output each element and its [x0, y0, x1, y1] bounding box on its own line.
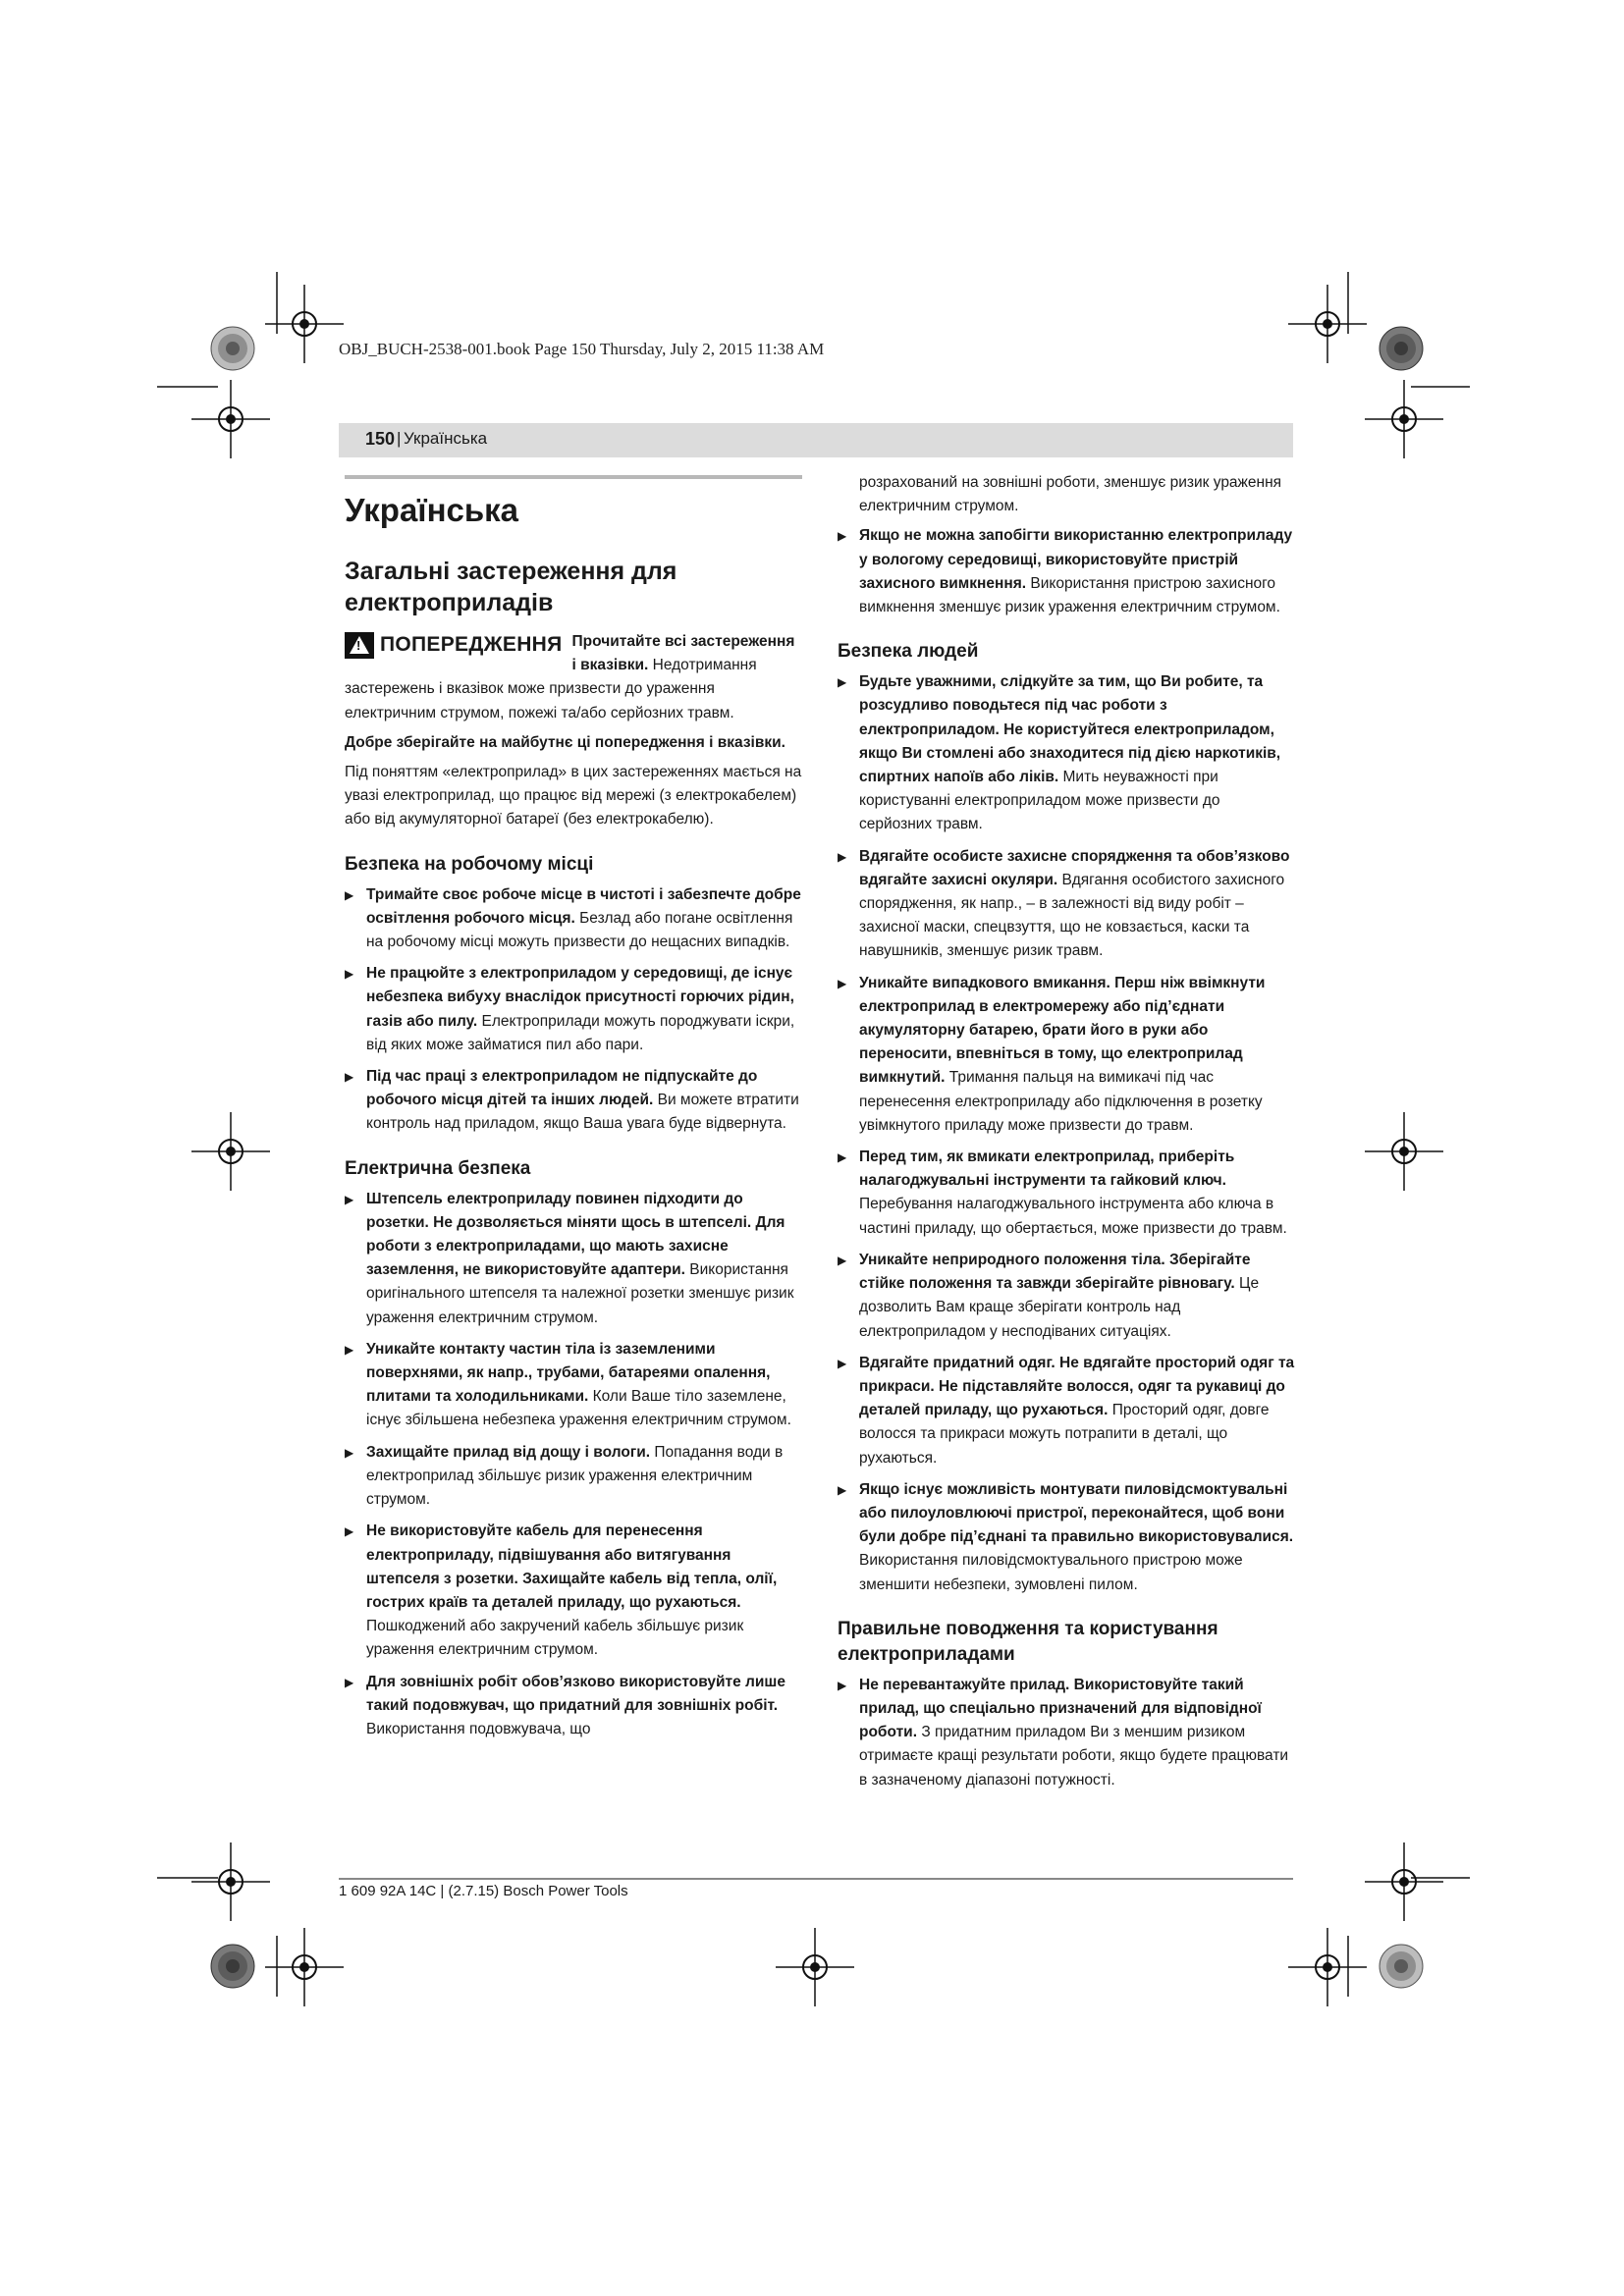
- color-wheel-top-right: [1377, 324, 1426, 373]
- list-item: [838, 972, 1295, 1138]
- left-column: [345, 471, 802, 1749]
- item-text: З придатним приладом Ви з меншим ризиком отримаєте кращі результати роботи, якщо будете працювати в зазначеному діапазоні потужності.: [859, 1724, 1289, 1789]
- item-text: Перебування налагоджувального інструмента або ключа в частині приладу, що обертається, може призвести до травм.: [859, 1196, 1287, 1237]
- footer: 1 609 92A 14C | (2.7.15) Bosch Power Tools: [339, 1883, 628, 1899]
- electrical-list: [345, 1188, 802, 1741]
- list-item: [345, 1520, 802, 1662]
- item-bold: Якщо існує можливість монтувати пиловідсмоктувальні або пилоуловлюючі пристрої, переконайтеся, щоб вони були добре під’єднані та правильно використовувалися.: [859, 1480, 1294, 1546]
- section-title: Загальні застереження для електроприладів: [345, 558, 677, 616]
- list-item: [838, 845, 1295, 964]
- warning-block: [345, 630, 802, 725]
- electrical-heading: Електрична безпека: [345, 1157, 531, 1179]
- item-text: Попадання води в електроприлад збільшує ризик ураження електричним струмом.: [366, 1443, 784, 1509]
- item-bold: Будьте уважними, слідкуйте за тим, що Ви робите, та розсудливо поводьтеся під час роботи з електроприладом. Не користуйтеся електроприладом, якщо Ви стомлені або знаходитеся під дією наркотиків, спиртних напоїв або ліків.: [859, 673, 1281, 786]
- header-language: Українська: [404, 429, 488, 448]
- handling-list: [838, 1674, 1295, 1792]
- item-text: Тримання пальця на вимикачі під час перенесення електроприладу або підключення в розетку увімкнутого приладу може призвести до травм.: [859, 1069, 1263, 1134]
- item-bold: Не працюйте з електроприладом у середовищі, де існує небезпека вибуху внаслідок присутності горючих рідин, газів або пилу.: [366, 965, 794, 1030]
- item-bold: Уникайте випадкового вмикання. Перш ніж ввімкнути електроприлад в електромережу або під’єднати акумуляторну батарею, брати його в руки або переносити, впевніться в тому, що електроприлад вимкнутий.: [859, 974, 1266, 1087]
- item-text: Електроприлади можуть породжувати іскри, від яких може займатися пил або пари.: [366, 1012, 795, 1053]
- list-item: [345, 1338, 802, 1433]
- item-bold: Не перевантажуйте прилад. Використовуйте такий прилад, що спеціально призначений для відповідної роботи.: [859, 1676, 1262, 1741]
- item-text: Використання подовжувача, що: [366, 1720, 591, 1737]
- item-text: Використання оригінального штепселя та належної розетки зменшує ризик ураження електричним струмом.: [366, 1261, 794, 1326]
- continuation-text: розрахований на зовнішні роботи, зменшує ризик ураження електричним струмом.: [859, 474, 1282, 515]
- item-bold: Штепсель електроприладу повинен підходити до розетки. Не дозволяється міняти щось в штепселі. Для роботи з електроприладами, що мають захисне заземлення, не використовуйте адаптери.: [366, 1190, 785, 1279]
- list-item: [345, 1065, 802, 1137]
- item-text: Пошкоджений або закручений кабель збільшує ризик ураження електричним струмом.: [366, 1618, 744, 1659]
- book-info: OBJ_BUCH-2538-001.book Page 150 Thursday, July 2, 2015 11:38 AM: [339, 340, 825, 358]
- list-item: [345, 1188, 802, 1330]
- item-text: Використання пиловідсмоктувального пристрою може зменшити небезпеки, зумовлені пилом.: [859, 1552, 1243, 1593]
- list-item: [838, 1352, 1295, 1470]
- list-item: [345, 1671, 802, 1742]
- personal-safety-list: [838, 670, 1295, 1597]
- color-wheel-bottom-left: [208, 1942, 257, 1991]
- list-item: [838, 1478, 1295, 1597]
- item-text: Коли Ваше тіло заземлене, існує збільшена небезпека ураження електричним струмом.: [366, 1388, 791, 1429]
- rcd-list: [838, 524, 1295, 619]
- item-text: Використання пристрою захисного вимкнення зменшує ризик ураження електричним струмом.: [859, 574, 1280, 616]
- footer-rule: [339, 1878, 1293, 1880]
- page-title: Українська: [345, 492, 519, 528]
- item-bold: Якщо не можна запобігти використанню електроприладу у вологому середовищі, використовуйте пристрій захисного вимкнення.: [859, 527, 1293, 592]
- list-item: [345, 883, 802, 955]
- item-bold: Захищайте прилад від дощу і вологи.: [366, 1443, 651, 1461]
- item-bold: Перед тим, як вмикати електроприлад, приберіть налагоджувальні інструменти та гайковий ключ.: [859, 1148, 1235, 1190]
- list-item: [838, 1674, 1295, 1792]
- item-bold: Не використовуйте кабель для перенесення електроприладу, підвішування або витягування штепселя з розетки. Захищайте кабель від тепла, олії, гострих країв та деталей приладу, що рухаються.: [366, 1522, 778, 1611]
- list-item: [838, 1249, 1295, 1344]
- title-rule: [345, 475, 802, 530]
- personal-safety-heading: Безпека людей: [838, 641, 979, 663]
- warning-text: Недотримання застережень і вказівок може призвести до ураження електричним струмом, пожежі та/або серйозних травм.: [345, 657, 757, 721]
- page-number: 150: [365, 429, 396, 449]
- item-bold: Уникайте контакту частин тіла із заземленими поверхнями, як напр., трубами, батареями опалення, плитами та холодильниками.: [366, 1340, 771, 1406]
- list-item: [838, 670, 1295, 836]
- keep-note: Добре зберігайте на майбутнє ці попередження і вказівки.: [345, 733, 785, 751]
- item-bold: Уникайте неприродного положення тіла. Зберігайте стійке положення та завжди зберігайте рівновагу.: [859, 1251, 1251, 1293]
- work-area-heading: Безпека на робочому місці: [345, 853, 594, 875]
- item-text: Просторий одяг, довге волосся та прикраси можуть потрапити в деталі, що рухаються.: [859, 1402, 1270, 1467]
- item-text: Ви можете втратити контроль над приладом, якщо Ваша увага буде відвернута.: [366, 1092, 799, 1133]
- warning-badge: [345, 632, 563, 659]
- list-item: [345, 962, 802, 1057]
- list-item: [838, 524, 1295, 619]
- warning-label: ПОПЕРЕДЖЕННЯ: [380, 633, 563, 657]
- item-bold: Для зовнішніх робіт обов’язково використовуйте лише такий подовжувач, що придатний для зовнішніх робіт.: [366, 1673, 785, 1714]
- list-item: [345, 1441, 802, 1513]
- list-item: [838, 1146, 1295, 1241]
- item-bold: Тримайте своє робоче місце в чистоті і забезпечте добре освітлення робочого місця.: [366, 885, 801, 927]
- color-wheel-top-left: [208, 324, 257, 373]
- item-bold: Під час праці з електроприладом не підпускайте до робочого місця дітей та інших людей.: [366, 1068, 758, 1109]
- warning-triangle-icon: [345, 632, 374, 659]
- item-bold: Вдягайте особисте захисне спорядження та обов’язково вдягайте захисні окуляри.: [859, 847, 1290, 888]
- item-text: Мить неуважності при користуванні електроприладом може призвести до серйозних травм.: [859, 769, 1220, 833]
- page-header: [339, 423, 1293, 457]
- warning-bold: Прочитайте всі застереження і вказівки.: [571, 633, 795, 674]
- header-separator: |: [397, 429, 402, 448]
- item-text: Безлад або погане освітлення на робочому місці можуть призвести до нещасних випадків.: [366, 909, 793, 951]
- item-text: Це дозволить Вам краще зберігати контроль над електроприладом у несподіваних ситуаціях.: [859, 1275, 1260, 1340]
- item-bold: Вдягайте придатний одяг. Не вдягайте просторий одяг та прикраси. Не підставляйте волосся, одяг та рукавиці до деталей приладу, що рухаються.: [859, 1354, 1295, 1419]
- definition: Під поняттям «електроприлад» в цих застереженнях мається на увазі електроприлад, що працює від мережі (з електрокабелем) або від акумуляторної батареї (без електрокабелю).: [345, 764, 802, 828]
- item-text: Вдягання особистого захисного спорядження, як напр., – в залежності від виду робіт – захисної маски, спецвзуття, що не ковзається, каски та навушників, зменшує ризик травм.: [859, 871, 1285, 960]
- color-wheel-bottom-right: [1377, 1942, 1426, 1991]
- right-column: [838, 471, 1295, 1800]
- work-area-list: [345, 883, 802, 1137]
- handling-heading: Правильне поводження та користування електроприладами: [838, 1618, 1218, 1665]
